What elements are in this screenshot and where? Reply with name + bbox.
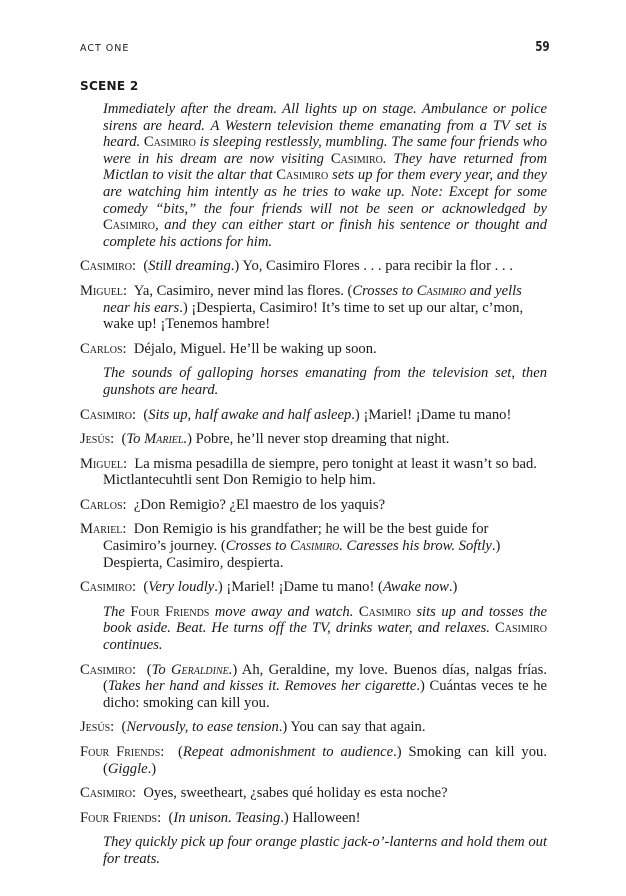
speaker-name: Four Friends: (80, 744, 165, 760)
stage-direction: The sounds of galloping horses emanating from the television set, then gunshots are heard. (103, 365, 547, 398)
stage-direction: The Four Friends move away and watch. Casimiro sits up and tosses the book aside. Beat. He turns off the TV, drinks water, and relaxes. Casimiro continues. (103, 603, 548, 654)
speaker-name: Casimiro: (80, 258, 137, 275)
dialogue-line: Mariel: Don Remigio is his grandfather; he will be the best guide for Casimiro’s journey. (Crosses to Casimiro. Caresses his brow. Softly.) Despierta, Casimiro, despierta. (80, 521, 501, 571)
speaker-name: Four Friends: (80, 809, 162, 826)
speaker-name: Carlos: (80, 340, 127, 357)
dialogue-line: Casimiro: Oyes, sweetheart, ¿sabes qué holiday es esta noche? (80, 785, 448, 802)
dialogue-line: Miguel: La misma pesadilla de siempre, pero tonight at least it wasn’t so bad. Mictlantecuhtli sent Don Remigio to help him. (80, 455, 537, 489)
dialogue-line: Four Friends: (In unison. Teasing.) Halloween! (80, 809, 361, 826)
speaker-name: Casimiro: (80, 661, 137, 678)
scene-title: SCENE 2 (80, 79, 139, 93)
page-number: 59 (535, 40, 550, 55)
dialogue-line: Casimiro: (Very loudly.) ¡Mariel! ¡Dame tu mano! (Awake now.) (80, 579, 458, 596)
stage-direction: They quickly pick up four orange plastic jack-o’-lanterns and hold them out for treats. (103, 834, 547, 867)
speaker-name: Casimiro: (80, 785, 137, 802)
dialogue-line: Four Friends: (Repeat admonishment to audience.) Smoking can kill you. (Giggle.) (80, 744, 547, 777)
dialogue-line: Casimiro: (Still dreaming.) Yo, Casimiro Flores . . . para recibir la flor . . . (80, 258, 513, 275)
dialogue-line: Casimiro: (Sits up, half awake and half asleep.) ¡Mariel! ¡Dame tu mano! (80, 406, 512, 423)
dialogue-line: Casimiro: (To Geraldine.) Ah, Geraldine, my love. Buenos días, nalgas frías. (Takes her hand and kisses it. Removes her cigarette.) Cuántas veces te he dicho: smoking can kill you. (80, 661, 547, 711)
speaker-name: Casimiro: (80, 406, 137, 423)
dialogue-line: Carlos: ¿Don Remigio? ¿El maestro de los yaquis? (80, 496, 386, 513)
dialogue-line: Jesús: (Nervously, to ease tension.) You can say that again. (80, 719, 426, 736)
speaker-name: Miguel: (80, 282, 128, 299)
stage-direction: Immediately after the dream. All lights up on stage. Ambulance or police sirens are heard. A Western television theme emanating from a TV set is heard. Casimiro is sleeping restlessly, mumbling. The same four friends who were in his dream are now visiting Casimiro. They have returned from Mictlan to visit the altar that Casimiro sets up for them every year, and they are watching him intently as he tries to wake up. Note: Except for some comedy “bits,” the four friends will not be seen or acknowledged by Casimiro, and they can either start or finish his sentence or thought and complete his actions for him. (103, 101, 547, 250)
speaker-name: Carlos: (80, 496, 127, 513)
speaker-name: Jesús: (80, 719, 115, 736)
speaker-name: Mariel: (80, 521, 127, 538)
dialogue-line: Carlos: Déjalo, Miguel. He’ll be waking up soon. (80, 340, 377, 357)
dialogue-line: Jesús: (To Mariel.) Pobre, he’ll never stop dreaming that night. (80, 431, 450, 448)
dialogue-line: Miguel: Ya, Casimiro, never mind las flores. (Crosses to Casimiro and yells near his ears.) ¡Despierta, Casimiro! It’s time to set up our altar, c’mon, wake up! ¡Tenemos hambre! (80, 282, 524, 333)
speaker-name: Jesús: (80, 431, 115, 448)
speaker-name: Miguel: (80, 455, 128, 472)
script-body (80, 101, 547, 868)
speaker-name: Casimiro: (80, 579, 137, 596)
running-head: ACT ONE (80, 43, 130, 54)
